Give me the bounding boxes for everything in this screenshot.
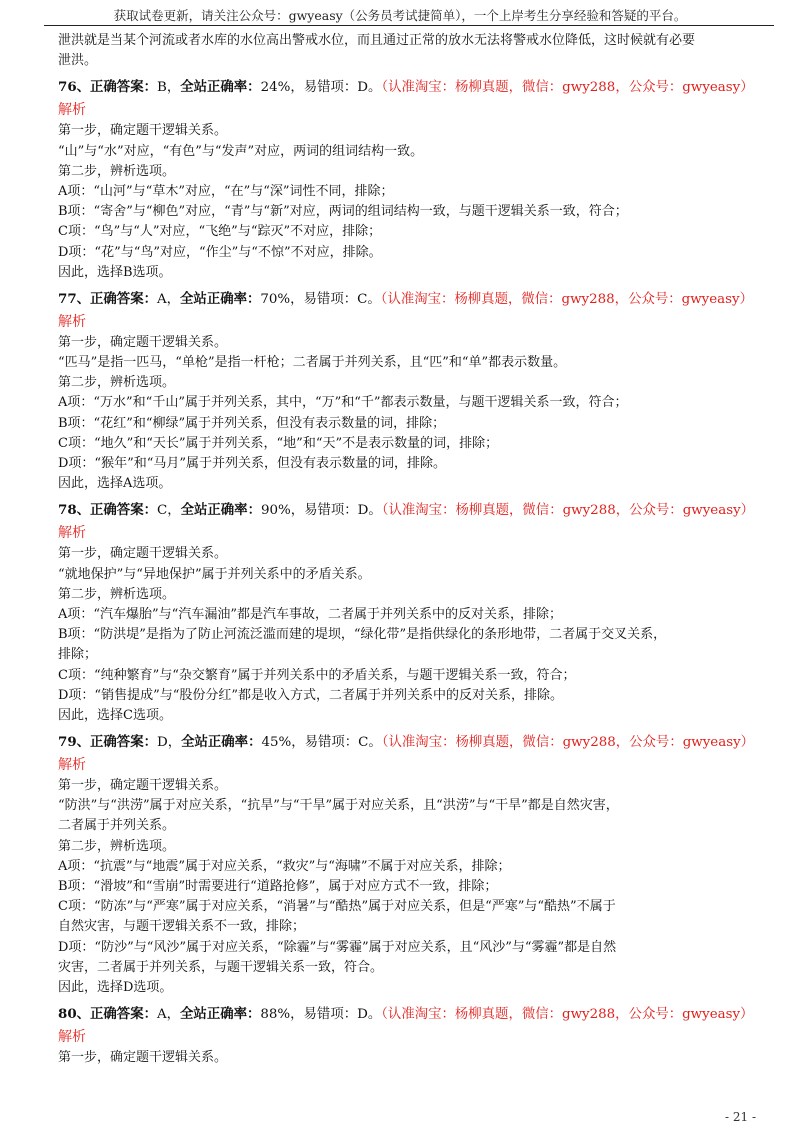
explanation-line: D项：“猴年”和“马月”属于并列关系，但没有表示数量的词，排除。 (58, 456, 447, 471)
accuracy-rate: 70%，易错项：C。 (260, 291, 381, 307)
question-answer-line (58, 498, 758, 522)
accuracy-rate: 24%，易错项：D。 (260, 80, 382, 96)
question-number: 80、正确答案： (58, 1006, 157, 1023)
accuracy-label: 全站正确率： (180, 290, 261, 307)
explanation-line: A项：“抗震”与“地震”属于对应关系，“救灾”与“海啸”不属于对应关系，排除； (58, 858, 511, 874)
explanation-line: A项：“万水”和“千山”属于并列关系，其中，“万”和“千”都表示数量，与题干逻辑关系一致，符合； (58, 395, 628, 411)
explanation-line: C项：“纯种繁育”与“杂交繁育”属于并列关系中的矛盾关系，与题干逻辑关系一致，符合； (58, 667, 576, 683)
question-number: 77、正确答案： (58, 290, 157, 307)
explanation-line: B项：“寄舍”与“柳色”对应，“青”与“新”对应，两词的组词结构一致，与题干逻辑关系一致，符合； (58, 204, 628, 220)
question-block (58, 75, 758, 283)
explanation-line: B项：“滑坡”和“雪崩”时需要进行“道路抢修”，属于对应方式不一致，排除； (58, 879, 498, 894)
question-number: 79、正确答案： (58, 734, 157, 751)
explanation-line: 第一步，确定题干逻辑关系。 (58, 546, 228, 562)
correct-answer: C， (156, 503, 181, 519)
analysis-heading: 解析 (58, 757, 86, 774)
promo-text: （认准淘宝：杨柳真题，微信：gwy288，公众号：gwyeasy） (381, 80, 754, 96)
question-block (58, 730, 758, 998)
explanation-line: 因此，选择C选项。 (58, 707, 172, 723)
explanation-line: 因此，选择B选项。 (58, 264, 172, 280)
question-block (58, 1002, 758, 1068)
explanation-line: 因此，选择D选项。 (58, 979, 173, 995)
promo-text: （认准淘宝：杨柳真题，微信：gwy288，公众号：gwyeasy） (381, 1007, 754, 1023)
explanation-line: 第二步，辨析选项。 (58, 375, 176, 391)
explanation-line: C项：“鸟”与“人”对应，“飞绝”与“踪灭”不对应，排除； (58, 224, 382, 240)
accuracy-label: 全站正确率： (180, 502, 261, 519)
analysis-heading: 解析 (58, 525, 86, 542)
question-number: 78、正确答案： (58, 502, 157, 519)
question-block (58, 287, 758, 495)
accuracy-label: 全站正确率： (180, 79, 261, 96)
header-rule (44, 25, 774, 26)
explanation-line: B项：“花红”和“柳绿”属于并列关系，但没有表示数量的词，排除； (58, 415, 446, 431)
explanation-line: 二者属于并列关系。 (58, 818, 176, 834)
question-answer-line (58, 1002, 758, 1026)
explanation-line: D项：“花”与“鸟”对应，“作尘”与“不惊”不对应，排除。 (58, 244, 382, 260)
explanation-line: B项：“防洪堤”是指为了防止河流泛滥而建的堤坝，“绿化带”是指供绿化的条形地带，二者属于交叉关系， (58, 627, 667, 643)
page-header: 获取试卷更新，请关注公众号：gwyeasy（公务员考试捷简单），一个上岸考生分享经验和答疑的平台。 (113, 8, 687, 23)
explanation-line: “防洪”与“洪涝”属于对应关系，“抗旱”与“干旱”属于对应关系，且“洪涝”与“干旱”都是自然灾害， (58, 798, 619, 814)
question-number: 76、正确答案： (58, 79, 157, 96)
explanation-line: 自然灾害，与题干逻辑关系不一致，排除； (58, 919, 306, 935)
question-list (58, 75, 758, 1068)
explanation-line: C项：“地久”和“天长”属于并列关系，“地”和“天”不是表示数量的词，排除； (58, 435, 499, 451)
analysis-heading: 解析 (58, 1029, 86, 1046)
analysis-heading: 解析 (58, 313, 86, 330)
explanation-line: 第二步，辨析选项。 (58, 163, 176, 179)
accuracy-label: 全站正确率： (180, 1006, 261, 1023)
accuracy-rate: 45%，易错项：C。 (261, 735, 382, 751)
accuracy-rate: 90%，易错项：D。 (260, 503, 382, 519)
page-number: - 21 - (724, 1110, 756, 1124)
explanation-line: 第一步，确定题干逻辑关系。 (58, 778, 228, 794)
explanation-line: 第二步，辨析选项。 (58, 586, 176, 602)
promo-text: （认准淘宝：杨柳真题，微信：gwy288，公众号：gwyeasy） (380, 291, 753, 307)
intro-line: 泄洪就是当某个河流或者水库的水位高出警戒水位，而且通过正常的放水无法将警戒水位降低，这时候就有必要 (58, 33, 696, 48)
correct-answer: A， (156, 1007, 181, 1023)
promo-text: （认准淘宝：杨柳真题，微信：gwy288，公众号：gwyeasy） (381, 735, 755, 751)
explanation-line: “就地保护”与“异地保护”属于并列关系中的矛盾关系。 (58, 566, 371, 582)
analysis-heading: 解析 (58, 102, 86, 119)
explanation-line: D项：“销售提成”与“股份分红”都是收入方式，二者属于并列关系中的反对关系，排除。 (58, 687, 564, 703)
explanation-line: 排除； (58, 647, 98, 663)
explanation-line: D项：“防沙”与“风沙”属于对应关系，“除霾”与“雾霾”属于对应关系，且“风沙”与“雾霾”都是自然 (58, 939, 617, 955)
accuracy-rate: 88%，易错项：D。 (260, 1007, 382, 1023)
document-body (58, 31, 758, 1068)
explanation-line: C项：“防冻”与“严寒”属于对应关系，“消暑”与“酷热”属于对应关系，但是“严寒”与“酷热”不属于 (58, 899, 616, 915)
accuracy-label: 全站正确率： (181, 734, 262, 751)
promo-text: （认准淘宝：杨柳真题，微信：gwy288，公众号：gwyeasy） (381, 503, 755, 519)
question-answer-line (58, 287, 758, 311)
explanation-line: 第一步，确定题干逻辑关系。 (58, 1050, 228, 1066)
intro-line: 泄洪。 (58, 53, 98, 69)
explanation-line: 第一步，确定题干逻辑关系。 (58, 334, 228, 350)
explanation-line: “山”与“水”对应，“有色”与“发声”对应，两词的组词结构一致。 (58, 143, 424, 159)
explanation-line: 灾害，二者属于并列关系，与题干逻辑关系一致，符合。 (58, 959, 384, 975)
explanation-line: A项：“汽车爆胎”与“汽车漏油”都是汽车事故，二者属于并列关系中的反对关系，排除； (58, 606, 562, 622)
explanation-line: A项：“山河”与“草木”对应，“在”与“深”词性不同，排除； (58, 183, 394, 199)
question-answer-line (58, 730, 758, 754)
question-block (58, 498, 758, 726)
explanation-line: 因此，选择A选项。 (58, 476, 172, 492)
explanation-line: “匹马”是指一匹马，“单枪”是指一杆枪；二者属于并列关系，且“匹”和“单”都表示数量。 (58, 355, 567, 371)
explanation-line: 第二步，辨析选项。 (58, 838, 176, 854)
correct-answer: A， (156, 291, 181, 307)
correct-answer: D， (156, 735, 182, 751)
explanation-line: 第一步，确定题干逻辑关系。 (58, 123, 228, 139)
question-answer-line (58, 75, 758, 99)
correct-answer: B， (156, 80, 181, 96)
